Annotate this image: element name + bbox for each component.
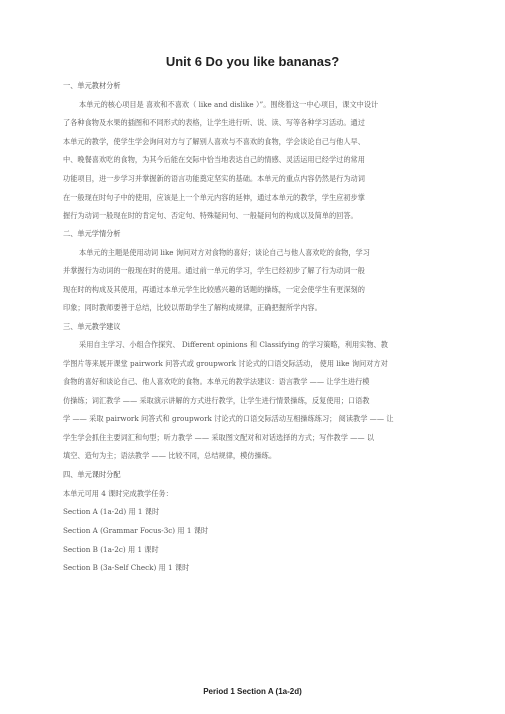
paragraph-line: 采用自主学习、小组合作探究、 Different opinions 和 Classifying 的学习策略，利用实物、教 xyxy=(79,340,388,349)
paragraph-line: 中、晚餐喜欢吃的食物，为其今后能在交际中恰当地表达自己的情感、灵活运用已经学过的常用 xyxy=(63,155,365,164)
paragraph-line: 本单元的教学，使学生学会询问对方与了解别人喜欢与不喜欢的食物，学会谈论自己与他人早、 xyxy=(63,137,365,146)
section-1-heading: 一、单元教材分析 xyxy=(63,81,121,90)
list-item: Section A (1a-2d) 用 1 课时 xyxy=(63,507,160,516)
paragraph-line: 功能项目，进一步学习并掌握新的语言功能奠定坚实的基础。本单元的重点内容仍然是行为动词 xyxy=(63,174,365,183)
list-item: Section B (3a-Self Check) 用 1 课时 xyxy=(63,563,190,572)
page-title: Unit 6 Do you like bananas? xyxy=(165,54,340,69)
section-2-heading: 二、单元学情分析 xyxy=(63,229,121,238)
list-item: Section A (Grammar Focus-3c) 用 1 课时 xyxy=(63,526,209,535)
paragraph-line: 学图片等来展开课堂 pairwork 问答式或 groupwork 讨论式的口语交际活动， 使用 like 询问对方对 xyxy=(63,359,388,368)
paragraph-line: 握行为动词一般现在时的肯定句、否定句、特殊疑问句、一般疑问句的构成以及简单的回答。 xyxy=(63,211,358,220)
period-heading: Period 1 Section A (1a-2d) xyxy=(203,687,302,696)
paragraph-line: 印象；同时教师要善于总结，比较以帮助学生了解构成规律，正确把握所学内容。 xyxy=(63,303,322,312)
paragraph-line: 了各种食物及水果的插图和不同形式的表格，让学生进行听、说、读、写等各种学习活动。通过 xyxy=(63,118,365,127)
paragraph-line: 现在时的构成及其使用，再通过本单元学生比较感兴趣的话题的操练，一定会使学生有更深刻的 xyxy=(63,285,365,294)
section-4-heading: 四、单元课时分配 xyxy=(63,470,121,479)
section-3-heading: 三、单元教学建议 xyxy=(63,322,121,331)
list-item: Section B (1a-2c) 用 1 课时 xyxy=(63,545,159,554)
paragraph-line: 并掌握行为动词的一般现在时的使用。通过前一单元的学习，学生已经初步了解了行为动词一般 xyxy=(63,266,365,275)
paragraph-line: 学生学会抓住主要词汇和句型；听力教学 —— 采取图文配对和对话选择的方式；写作教学 —— 以 xyxy=(63,433,375,442)
paragraph-line: 学 —— 采取 pairwork 问答式和 groupwork 讨论式的口语交际活动互相操练练习； 阅读教学 —— 让 xyxy=(63,414,394,423)
paragraph-line: 在一般现在时句子中的使用，应该是上一个单元内容的延伸，通过本单元的教学，学生应初步掌 xyxy=(63,193,365,202)
paragraph-line: 本单元可用 4 课时完成教学任务： xyxy=(63,489,173,498)
paragraph-line: 填空、造句为主；语法教学 —— 比较不同，总结规律，模仿操练。 xyxy=(63,451,277,460)
paragraph-line: 食物的喜好和谈论自己、他人喜欢吃的食物。本单元的教学法建议：语言教学 —— 让学生进行模 xyxy=(63,377,370,386)
paragraph-line: 本单元的核心项目是 喜欢和不喜欢（ like and dislike ）”。围绕着这一中心项目，课文中设计 xyxy=(79,100,379,109)
paragraph-line: 本单元的主题是使用动词 like 询问对方对食物的喜好；谈论自己与他人喜欢吃的食物，学习 xyxy=(79,248,370,257)
paragraph-line: 仿操练；词汇教学 —— 采取演示讲解的方式进行教学，让学生进行情景操练，反复使用；口语教 xyxy=(63,396,370,405)
